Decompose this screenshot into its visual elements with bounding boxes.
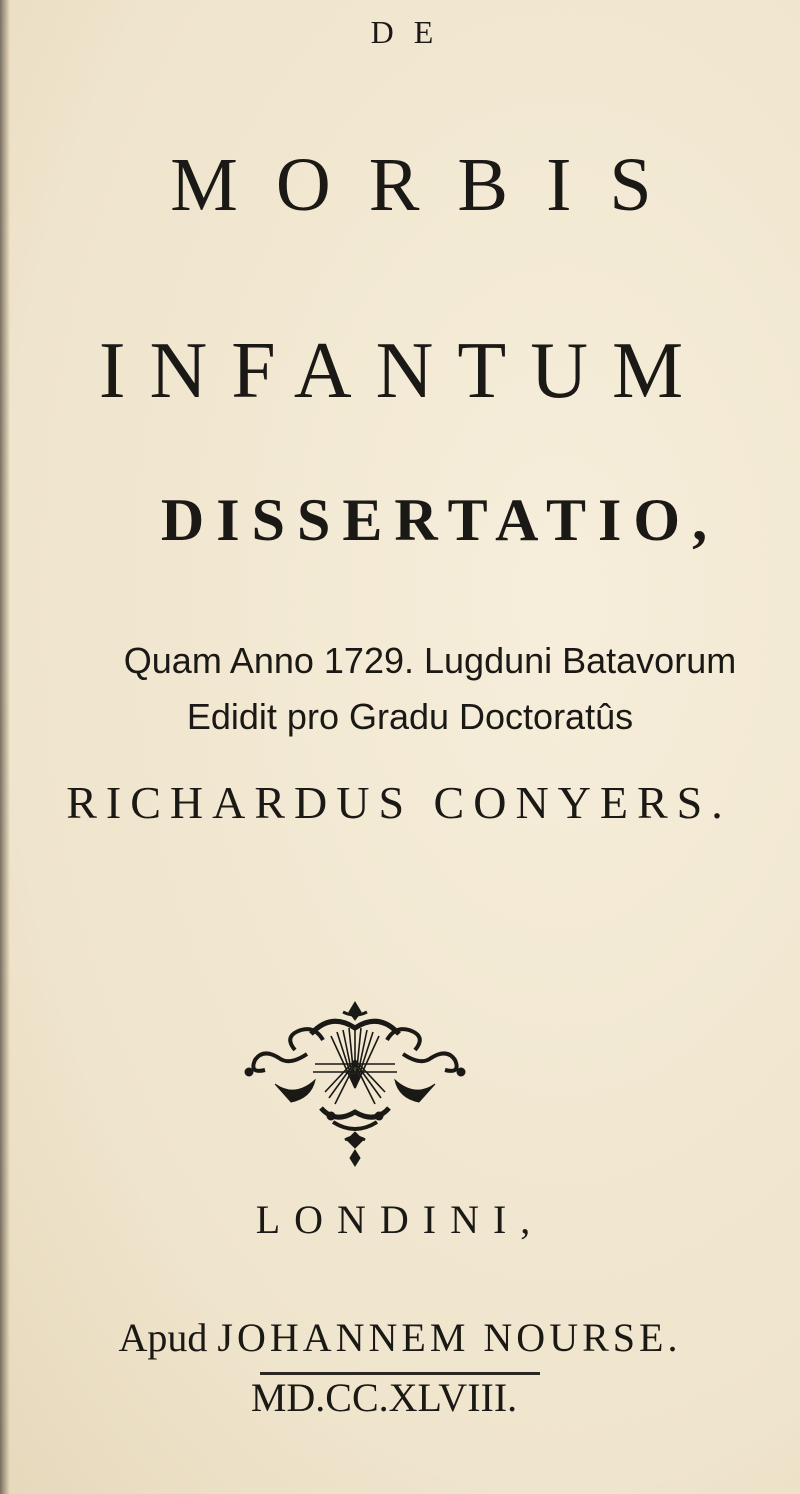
imprint-publisher-name: JOHANNEM NOURSE.	[217, 1315, 682, 1360]
title-de: DE	[370, 14, 454, 50]
imprint-date: MD.CC.XLVIII.	[250, 1375, 518, 1420]
imprint-place: LONDINI,	[255, 1197, 545, 1242]
title-infantum: INFANTUM	[98, 327, 708, 415]
author-name: RICHARDUS CONYERS.	[66, 777, 732, 828]
imprint-publisher	[0, 1314, 800, 1361]
imprint-publisher-prefix: Apud	[118, 1315, 218, 1360]
printers-fleuron-ornament-icon	[235, 1000, 475, 1170]
title-dissertatio: DISSERTATIO,	[160, 487, 720, 553]
dedication-line-2: Edidit pro Gradu Doctoratûs	[186, 696, 634, 737]
title-morbis: MORBIS	[170, 143, 690, 227]
dedication-line-1: Quam Anno 1729. Lugduni Batavorum	[123, 640, 737, 681]
